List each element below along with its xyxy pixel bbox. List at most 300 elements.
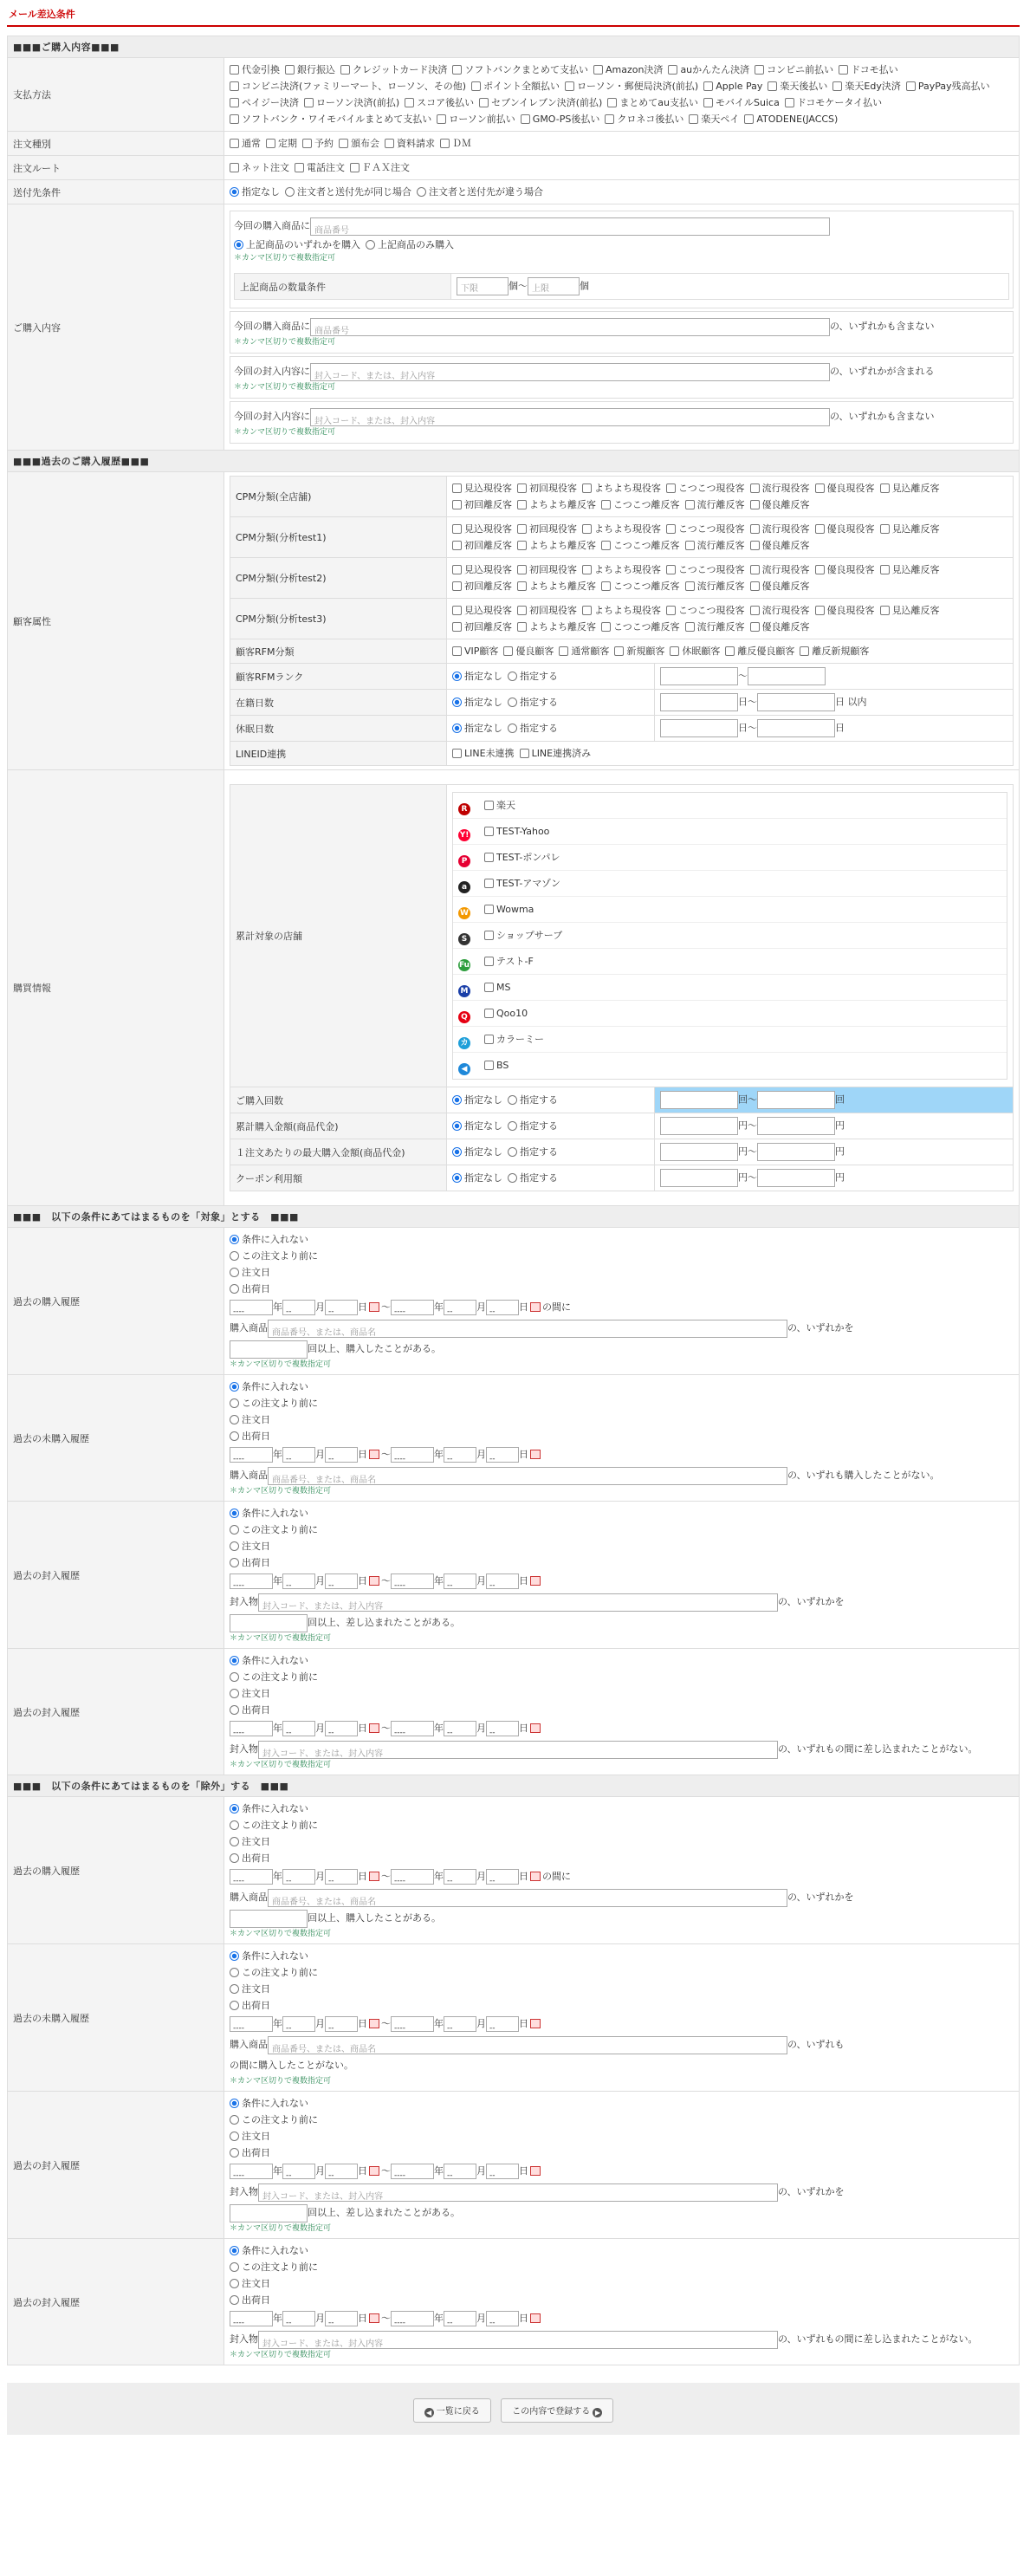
year-select[interactable]: ---- (391, 1574, 434, 1589)
no-spec-radio[interactable]: 指定なし (452, 1118, 502, 1134)
cpm-option[interactable]: 流行離反客 (685, 578, 745, 594)
shop-checkbox[interactable]: ショップサーブ (484, 927, 562, 944)
radio-button[interactable] (452, 698, 462, 707)
history-radio[interactable]: この注文より前に (230, 1522, 318, 1538)
any-item-radio[interactable]: 上記商品のいずれかを購入 (234, 237, 360, 253)
month-select[interactable]: -- (444, 2164, 476, 2179)
history-radio[interactable]: 条件に入れない (230, 1801, 308, 1817)
spec-radio[interactable]: 指定する (508, 1092, 558, 1108)
month-select[interactable]: -- (444, 2016, 476, 2032)
payment-option[interactable]: ローソン決済(前払) (304, 94, 399, 111)
checkbox[interactable] (750, 500, 760, 509)
checkbox[interactable] (559, 646, 568, 656)
cpm-option[interactable]: 見込現役客 (452, 602, 512, 619)
cpm-option[interactable]: 流行現役客 (750, 480, 810, 496)
radio-button[interactable] (508, 698, 517, 707)
day-select[interactable]: -- (325, 1574, 358, 1589)
cpm-option[interactable]: こつこつ現役客 (666, 521, 745, 537)
rank-from-input[interactable] (660, 667, 738, 685)
payment-option[interactable]: 楽天後払い (768, 78, 827, 94)
rfm-option[interactable]: 新規顧客 (614, 643, 664, 659)
checkbox[interactable] (880, 524, 890, 534)
checkbox[interactable] (666, 524, 676, 534)
history-radio[interactable]: 条件に入れない (230, 1948, 308, 1964)
rfm-option[interactable]: 通常顧客 (559, 643, 609, 659)
exclude-item-input[interactable]: 商品番号 (310, 318, 830, 336)
radio-button[interactable] (508, 1173, 517, 1183)
dormant-from-input[interactable] (660, 719, 738, 737)
checkbox[interactable] (582, 606, 592, 615)
history-radio[interactable]: 注文日 (230, 2275, 270, 2292)
payment-option[interactable]: ポイント全額払い (471, 78, 560, 94)
radio-button[interactable] (230, 1431, 239, 1441)
month-select[interactable]: -- (282, 2016, 315, 2032)
times-input[interactable] (230, 1910, 308, 1928)
radio-button[interactable] (366, 240, 375, 250)
checkbox[interactable] (750, 541, 760, 550)
history-radio[interactable]: 出荷日 (230, 2292, 270, 2308)
calendar-icon[interactable] (530, 1576, 541, 1586)
radio-button[interactable] (230, 1235, 239, 1244)
checkbox[interactable] (503, 646, 513, 656)
radio-button[interactable] (230, 1853, 239, 1863)
checkbox[interactable] (304, 98, 314, 107)
radio-button[interactable] (230, 2148, 239, 2157)
checkbox[interactable] (484, 827, 494, 836)
cpm-option[interactable]: 流行現役客 (750, 561, 810, 578)
year-select[interactable]: ---- (230, 2016, 273, 2032)
cpm-option[interactable]: 流行現役客 (750, 521, 810, 537)
spec-radio[interactable]: 指定する (508, 1144, 558, 1160)
enclose-exclude-input[interactable]: 封入コード、または、封入内容 (310, 408, 830, 426)
checkbox[interactable] (666, 483, 676, 493)
history-item-input[interactable]: 封入コード、または、封入内容 (258, 2331, 778, 2349)
radio-button[interactable] (230, 2001, 239, 2010)
history-item-input[interactable]: 商品番号、または、商品名 (268, 2036, 787, 2054)
spec-radio[interactable]: 指定する (508, 1170, 558, 1186)
checkbox[interactable] (689, 114, 698, 124)
cpm-option[interactable]: こつこつ離反客 (601, 496, 680, 513)
calendar-icon[interactable] (530, 2313, 541, 2323)
calendar-icon[interactable] (369, 1450, 379, 1459)
shop-checkbox[interactable]: TEST-Yahoo (484, 823, 549, 840)
checkbox[interactable] (582, 565, 592, 574)
checkbox[interactable] (666, 565, 676, 574)
max-from-input[interactable] (660, 1143, 738, 1161)
only-item-radio[interactable]: 上記商品のみ購入 (366, 237, 454, 253)
radio-button[interactable] (230, 1268, 239, 1277)
history-radio[interactable]: 出荷日 (230, 1997, 270, 2014)
payment-option[interactable]: スコア後払い (405, 94, 474, 111)
qty-upper-input[interactable]: 上限 (528, 277, 580, 295)
shop-checkbox[interactable]: Qoo10 (484, 1005, 528, 1022)
order-type-option[interactable]: 通常 (230, 135, 261, 152)
checkbox[interactable] (750, 565, 760, 574)
history-radio[interactable]: 出荷日 (230, 1428, 270, 1444)
payment-option[interactable]: 楽天ペイ (689, 111, 739, 127)
year-select[interactable]: ---- (230, 2311, 273, 2326)
radio-button[interactable] (230, 1689, 239, 1698)
no-spec-radio[interactable]: 指定なし (452, 1144, 502, 1160)
radio-button[interactable] (230, 2295, 239, 2305)
total-from-input[interactable] (660, 1117, 738, 1135)
cpm-option[interactable]: 見込現役客 (452, 480, 512, 496)
payment-option[interactable]: Apple Pay (703, 78, 762, 94)
cpm-option[interactable]: こつこつ現役客 (666, 561, 745, 578)
radio-button[interactable] (285, 187, 295, 197)
checkbox[interactable] (815, 606, 825, 615)
checkbox[interactable] (452, 606, 462, 615)
radio-button[interactable] (230, 1984, 239, 1994)
history-radio[interactable]: 出荷日 (230, 1281, 270, 1297)
shop-item[interactable] (453, 975, 1007, 1001)
cpm-option[interactable]: 見込離反客 (880, 521, 940, 537)
shop-item[interactable] (453, 1001, 1007, 1027)
rfm-option[interactable]: 離反優良顧客 (725, 643, 794, 659)
year-select[interactable]: ---- (230, 1447, 273, 1463)
shop-checkbox[interactable]: MS (484, 979, 510, 996)
rfm-option[interactable]: 優良顧客 (503, 643, 554, 659)
shop-item[interactable] (453, 897, 1007, 923)
payment-option[interactable]: ドコモケータイ払い (785, 94, 882, 111)
history-radio[interactable]: 条件に入れない (230, 1379, 308, 1395)
coupon-to-input[interactable] (757, 1169, 835, 1187)
radio-button[interactable] (230, 1558, 239, 1567)
checkbox[interactable] (906, 81, 916, 91)
checkbox[interactable] (815, 565, 825, 574)
calendar-icon[interactable] (369, 1302, 379, 1312)
history-radio[interactable]: 出荷日 (230, 2145, 270, 2161)
shop-checkbox[interactable]: TEST-アマゾン (484, 875, 560, 892)
cpm-option[interactable]: 初回現役客 (517, 602, 577, 619)
day-select[interactable]: -- (486, 2016, 519, 2032)
year-select[interactable]: ---- (391, 1869, 434, 1885)
order-route-option[interactable]: ネット注文 (230, 159, 289, 176)
payment-option[interactable]: クレジットカード決済 (340, 62, 447, 78)
year-select[interactable]: ---- (230, 1721, 273, 1736)
history-radio[interactable]: 注文日 (230, 1411, 270, 1428)
shop-item[interactable] (453, 819, 1007, 845)
history-radio[interactable]: 注文日 (230, 1538, 270, 1554)
enclose-input[interactable]: 封入コード、または、封入内容 (310, 363, 830, 381)
calendar-icon[interactable] (530, 1302, 541, 1312)
rfm-option[interactable]: 離反新規顧客 (800, 643, 869, 659)
no-spec-radio[interactable]: 指定なし (452, 720, 502, 736)
checkbox[interactable] (484, 983, 494, 992)
checkbox[interactable] (266, 139, 275, 148)
payment-option[interactable]: クロネコ後払い (605, 111, 683, 127)
checkbox[interactable] (593, 65, 603, 75)
history-item-input[interactable]: 商品番号、または、商品名 (268, 1467, 787, 1485)
payment-option[interactable]: ローソン・郵便局決済(前払) (565, 78, 698, 94)
month-select[interactable]: -- (444, 1869, 476, 1885)
shop-item[interactable] (453, 949, 1007, 975)
checkbox[interactable] (484, 801, 494, 810)
month-select[interactable]: -- (444, 1447, 476, 1463)
cpm-option[interactable]: 優良離反客 (750, 537, 810, 554)
spec-radio[interactable]: 指定する (508, 720, 558, 736)
cpm-option[interactable]: 優良現役客 (815, 521, 875, 537)
checkbox[interactable] (800, 646, 809, 656)
checkbox[interactable] (750, 483, 760, 493)
history-item-input[interactable]: 商品番号、または、商品名 (268, 1889, 787, 1907)
year-select[interactable]: ---- (391, 1721, 434, 1736)
radio-button[interactable] (230, 1656, 239, 1665)
checkbox[interactable] (666, 606, 676, 615)
radio-button[interactable] (508, 1121, 517, 1131)
checkbox[interactable] (703, 98, 713, 107)
cpm-option[interactable]: 優良現役客 (815, 602, 875, 619)
day-select[interactable]: -- (325, 2016, 358, 2032)
checkbox[interactable] (685, 581, 695, 591)
history-radio[interactable]: 出荷日 (230, 1850, 270, 1866)
checkbox[interactable] (230, 139, 239, 148)
cpm-option[interactable]: よちよち現役客 (582, 521, 661, 537)
radio-button[interactable] (230, 1509, 239, 1518)
payment-option[interactable]: 銀行振込 (285, 62, 335, 78)
history-radio[interactable]: 注文日 (230, 1685, 270, 1702)
shop-item[interactable] (453, 1027, 1007, 1053)
ship-cond-option[interactable]: 指定なし (230, 184, 280, 200)
checkbox[interactable] (744, 114, 754, 124)
radio-button[interactable] (230, 1382, 239, 1392)
checkbox[interactable] (230, 163, 239, 172)
back-button[interactable]: ◀ 一覧に戻る (413, 2398, 491, 2423)
history-radio[interactable]: この注文より前に (230, 1669, 318, 1685)
cpm-option[interactable]: 初回現役客 (517, 561, 577, 578)
payment-option[interactable]: ATODENE(JACCS) (744, 111, 838, 127)
checkbox[interactable] (517, 565, 527, 574)
month-select[interactable]: -- (282, 1300, 315, 1315)
checkbox[interactable] (452, 565, 462, 574)
checkbox[interactable] (685, 500, 695, 509)
checkbox[interactable] (230, 114, 239, 124)
cpm-option[interactable]: 初回現役客 (517, 521, 577, 537)
checkbox[interactable] (582, 524, 592, 534)
history-radio[interactable]: 条件に入れない (230, 1505, 308, 1522)
checkbox[interactable] (601, 541, 611, 550)
year-select[interactable]: ---- (391, 2016, 434, 2032)
radio-button[interactable] (452, 672, 462, 681)
cpm-option[interactable]: 初回離反客 (452, 537, 512, 554)
order-type-option[interactable]: 資料請求 (385, 135, 435, 152)
checkbox[interactable] (484, 853, 494, 862)
checkbox[interactable] (484, 1061, 494, 1070)
calendar-icon[interactable] (530, 1872, 541, 1881)
history-radio[interactable]: 注文日 (230, 2128, 270, 2145)
day-select[interactable]: -- (486, 1447, 519, 1463)
cpm-option[interactable]: 初回離反客 (452, 578, 512, 594)
cpm-option[interactable]: 流行離反客 (685, 619, 745, 635)
checkbox[interactable] (614, 646, 624, 656)
month-select[interactable]: -- (282, 1869, 315, 1885)
history-item-input[interactable]: 封入コード、または、封入内容 (258, 1593, 778, 1612)
year-select[interactable]: ---- (391, 2164, 434, 2179)
payment-option[interactable]: 楽天Edy決済 (832, 78, 900, 94)
checkbox[interactable] (517, 483, 527, 493)
order-type-option[interactable]: 定期 (266, 135, 297, 152)
radio-button[interactable] (230, 1415, 239, 1424)
month-select[interactable]: -- (444, 1300, 476, 1315)
checkbox[interactable] (340, 65, 350, 75)
radio-button[interactable] (452, 1173, 462, 1183)
history-radio[interactable]: 出荷日 (230, 1554, 270, 1571)
cpm-option[interactable]: 優良離反客 (750, 496, 810, 513)
times-input[interactable] (230, 1614, 308, 1632)
payment-option[interactable]: ドコモ払い (839, 62, 898, 78)
checkbox[interactable] (517, 581, 527, 591)
radio-button[interactable] (230, 2115, 239, 2125)
month-select[interactable]: -- (282, 2164, 315, 2179)
cpm-option[interactable]: 流行離反客 (685, 537, 745, 554)
payment-option[interactable]: ペイジー決済 (230, 94, 299, 111)
checkbox[interactable] (452, 483, 462, 493)
rfm-option[interactable]: VIP顧客 (452, 643, 498, 659)
payment-option[interactable]: ソフトバンクまとめて支払い (452, 62, 588, 78)
checkbox[interactable] (768, 81, 777, 91)
checkbox[interactable] (484, 905, 494, 914)
shop-item[interactable] (453, 1053, 1007, 1079)
cpm-option[interactable]: よちよち離反客 (517, 619, 596, 635)
cpm-option[interactable]: 優良現役客 (815, 480, 875, 496)
checkbox[interactable] (230, 65, 239, 75)
radio-button[interactable] (230, 2279, 239, 2288)
checkbox[interactable] (601, 622, 611, 632)
checkbox[interactable] (785, 98, 794, 107)
checkbox[interactable] (565, 81, 574, 91)
cpm-option[interactable]: こつこつ現役客 (666, 602, 745, 619)
count-from-input[interactable] (660, 1091, 738, 1109)
cpm-option[interactable]: 流行離反客 (685, 496, 745, 513)
checkbox[interactable] (440, 139, 450, 148)
cpm-option[interactable]: よちよち離反客 (517, 496, 596, 513)
checkbox[interactable] (520, 749, 529, 758)
checkbox[interactable] (405, 98, 414, 107)
checkbox[interactable] (484, 1009, 494, 1018)
checkbox[interactable] (668, 65, 677, 75)
shop-checkbox[interactable]: テスト-F (484, 953, 534, 970)
shop-checkbox[interactable]: カラーミー (484, 1031, 544, 1048)
spec-radio[interactable]: 指定する (508, 1118, 558, 1134)
history-radio[interactable]: この注文より前に (230, 2112, 318, 2128)
checkbox[interactable] (285, 65, 295, 75)
checkbox[interactable] (437, 114, 446, 124)
no-spec-radio[interactable]: 指定なし (452, 1092, 502, 1108)
cpm-option[interactable]: 流行現役客 (750, 602, 810, 619)
radio-button[interactable] (417, 187, 426, 197)
day-select[interactable]: -- (325, 1447, 358, 1463)
checkbox[interactable] (880, 483, 890, 493)
radio-button[interactable] (230, 1284, 239, 1294)
cpm-option[interactable]: 初回離反客 (452, 496, 512, 513)
checkbox[interactable] (832, 81, 842, 91)
history-item-input[interactable]: 封入コード、または、封入内容 (258, 2183, 778, 2202)
history-radio[interactable]: 条件に入れない (230, 2095, 308, 2112)
radio-button[interactable] (230, 1541, 239, 1551)
checkbox[interactable] (517, 622, 527, 632)
shop-checkbox[interactable]: TEST-ポンパレ (484, 849, 560, 866)
radio-button[interactable] (230, 1251, 239, 1261)
radio-button[interactable] (230, 1525, 239, 1535)
day-select[interactable]: -- (486, 1721, 519, 1736)
cpm-option[interactable]: 見込離反客 (880, 561, 940, 578)
year-select[interactable]: ---- (391, 1447, 434, 1463)
checkbox[interactable] (750, 606, 760, 615)
checkbox[interactable] (452, 622, 462, 632)
radio-button[interactable] (230, 2132, 239, 2141)
history-radio[interactable]: 条件に入れない (230, 1652, 308, 1669)
payment-option[interactable]: セブンイレブン決済(前払) (479, 94, 602, 111)
cpm-option[interactable]: 優良現役客 (815, 561, 875, 578)
year-select[interactable]: ---- (391, 1300, 434, 1315)
payment-option[interactable]: 代金引換 (230, 62, 280, 78)
cpm-option[interactable]: 優良離反客 (750, 619, 810, 635)
payment-option[interactable]: コンビニ前払い (755, 62, 833, 78)
spec-radio[interactable]: 指定する (508, 694, 558, 711)
day-select[interactable]: -- (325, 2311, 358, 2326)
checkbox[interactable] (685, 622, 695, 632)
checkbox[interactable] (484, 957, 494, 966)
dormant-to-input[interactable] (757, 719, 835, 737)
cpm-option[interactable]: よちよち現役客 (582, 561, 661, 578)
checkbox[interactable] (839, 65, 848, 75)
history-item-input[interactable]: 封入コード、または、封入内容 (258, 1741, 778, 1759)
checkbox[interactable] (517, 541, 527, 550)
radio-button[interactable] (230, 1820, 239, 1830)
calendar-icon[interactable] (530, 1723, 541, 1733)
day-select[interactable]: -- (486, 2164, 519, 2179)
checkbox[interactable] (230, 81, 239, 91)
checkbox[interactable] (605, 114, 614, 124)
year-select[interactable]: ---- (230, 1574, 273, 1589)
checkbox[interactable] (880, 606, 890, 615)
checkbox[interactable] (230, 98, 239, 107)
checkbox[interactable] (452, 500, 462, 509)
month-select[interactable]: -- (282, 1447, 315, 1463)
history-radio[interactable]: この注文より前に (230, 1817, 318, 1833)
cpm-option[interactable]: 初回離反客 (452, 619, 512, 635)
checkbox[interactable] (295, 163, 304, 172)
cpm-option[interactable]: 優良離反客 (750, 578, 810, 594)
cpm-option[interactable]: 見込離反客 (880, 602, 940, 619)
day-select[interactable]: -- (325, 1721, 358, 1736)
times-input[interactable] (230, 2204, 308, 2222)
checkbox[interactable] (750, 524, 760, 534)
radio-button[interactable] (508, 672, 517, 681)
cpm-option[interactable]: こつこつ離反客 (601, 578, 680, 594)
checkbox[interactable] (582, 483, 592, 493)
month-select[interactable]: -- (444, 2311, 476, 2326)
item-number-input[interactable]: 商品番号 (310, 217, 830, 236)
day-select[interactable]: -- (325, 2164, 358, 2179)
order-route-option[interactable]: 電話注文 (295, 159, 345, 176)
cpm-option[interactable]: よちよち離反客 (517, 578, 596, 594)
history-radio[interactable]: 注文日 (230, 1264, 270, 1281)
cpm-option[interactable]: こつこつ離反客 (601, 537, 680, 554)
checkbox[interactable] (750, 622, 760, 632)
qty-lower-input[interactable]: 下限 (457, 277, 509, 295)
payment-option[interactable]: Amazon決済 (593, 62, 663, 78)
payment-option[interactable]: ローソン前払い (437, 111, 515, 127)
month-select[interactable]: -- (444, 1574, 476, 1589)
year-select[interactable]: ---- (230, 1300, 273, 1315)
checkbox[interactable] (725, 646, 735, 656)
payment-option[interactable]: モバイルSuica (703, 94, 780, 111)
no-spec-radio[interactable]: 指定なし (452, 694, 502, 711)
radio-button[interactable] (508, 1095, 517, 1105)
cpm-option[interactable]: よちよち現役客 (582, 480, 661, 496)
ship-cond-option[interactable]: 注文者と送付先が同じ場合 (285, 184, 411, 200)
